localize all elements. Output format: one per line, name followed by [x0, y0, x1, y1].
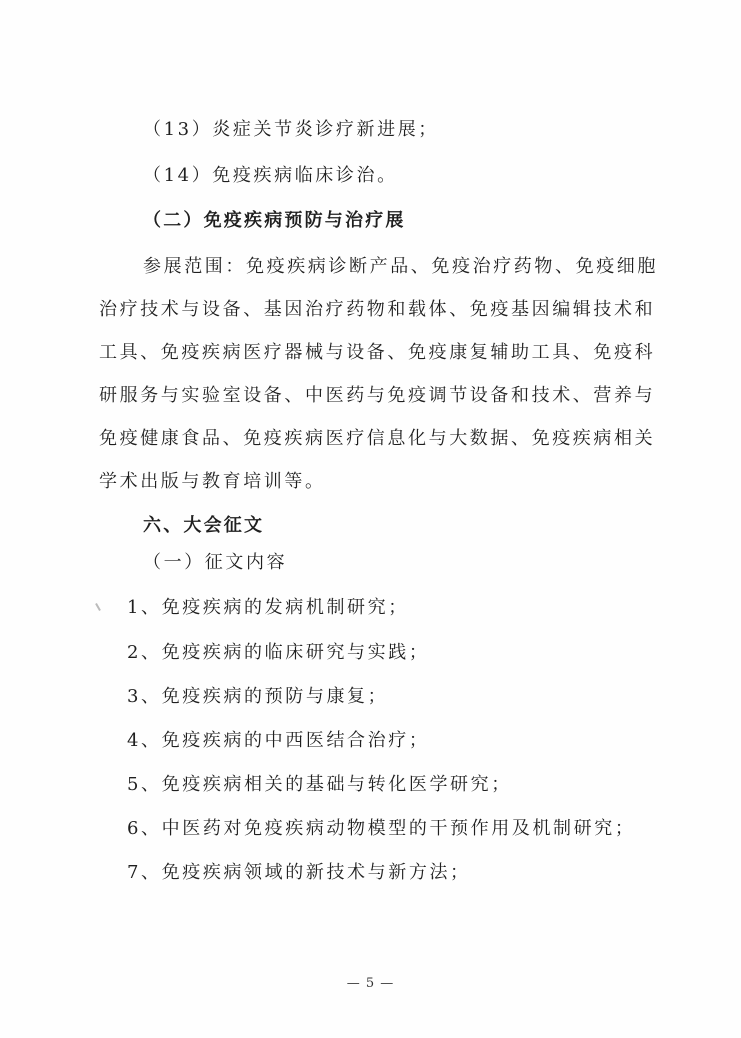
topic-item: 6、中医药对免疫疾病动物模型的干预作用及机制研究； — [127, 818, 636, 839]
section-heading-exhibition: （二）免疫疾病预防与治疗展 — [143, 210, 406, 231]
page-number: — 5 — — [346, 976, 395, 991]
scope-line: 治疗技术与设备、基因治疗药物和载体、免疫基因编辑技术和 — [99, 299, 656, 320]
topic-item: 5、免疫疾病相关的基础与转化医学研究； — [127, 774, 512, 795]
topic-item: 2、免疫疾病的临床研究与实践； — [127, 642, 430, 663]
topic-item: 7、免疫疾病领域的新技术与新方法； — [127, 862, 471, 883]
list-item-14: （14）免疫疾病临床诊治。 — [143, 165, 398, 186]
topic-item: 3、免疫疾病的预防与康复； — [127, 686, 389, 707]
scope-line: 研服务与实验室设备、中医药与免疫调节设备和技术、营养与 — [99, 385, 656, 406]
scope-line: 工具、免疫疾病医疗器械与设备、免疫康复辅助工具、免疫科 — [99, 342, 656, 363]
scope-line: 免疫健康食品、免疫疾病医疗信息化与大数据、免疫疾病相关 — [99, 428, 656, 449]
list-item-13: （13）炎症关节炎诊疗新进展； — [143, 119, 439, 140]
scan-mark — [95, 603, 101, 611]
topic-item: 1、免疫疾病的发病机制研究； — [127, 597, 409, 618]
section-heading-papers: 六、大会征文 — [143, 515, 265, 536]
subsection-heading: （一）征文内容 — [143, 552, 288, 573]
scope-line: 学术出版与教育培训等。 — [99, 471, 326, 492]
topic-item: 4、免疫疾病的中西医结合治疗； — [127, 730, 430, 751]
scope-line: 参展范围：免疫疾病诊断产品、免疫治疗药物、免疫细胞 — [143, 256, 658, 277]
